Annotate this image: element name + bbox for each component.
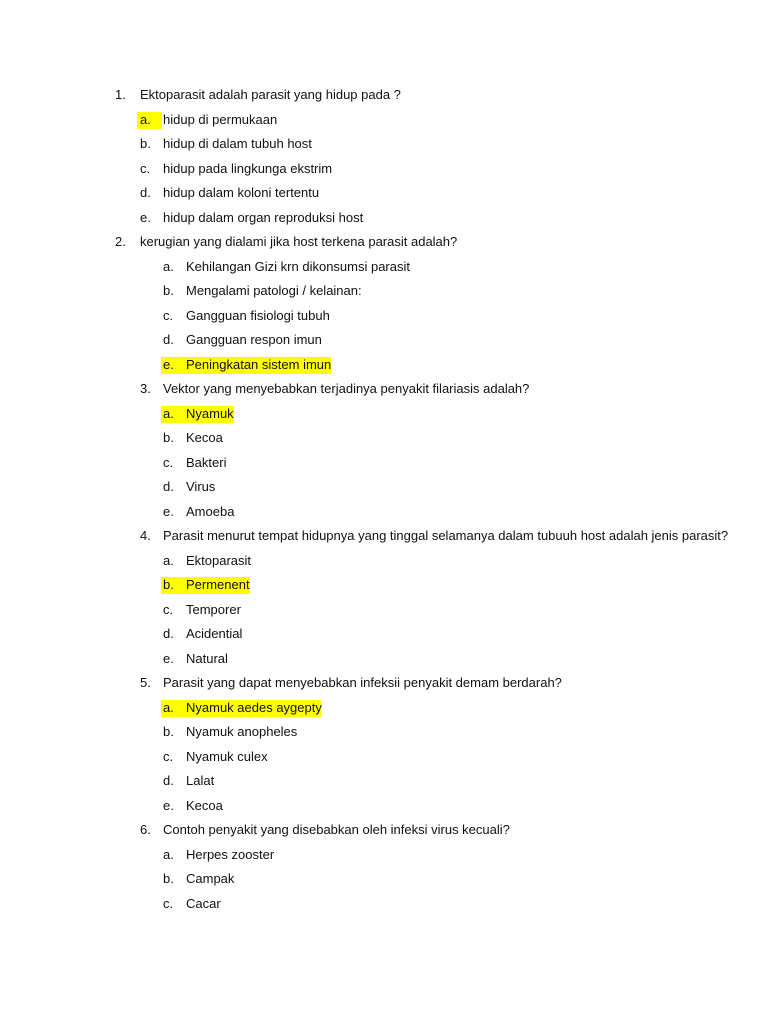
option-letter: d. — [140, 185, 151, 200]
option-text: hidup dalam koloni tertentu — [163, 185, 320, 200]
option-text: Acidential — [186, 626, 243, 641]
option-text: hidup dalam organ reproduksi host — [163, 210, 364, 225]
option-text: Amoeba — [186, 504, 235, 519]
option-text: Kehilangan Gizi krn dikonsumsi parasit — [186, 259, 410, 274]
option-text: Nyamuk anopheles — [186, 724, 298, 739]
question-text: Contoh penyakit yang disebabkan oleh infeksi virus kecuali? — [163, 822, 510, 837]
option-text: Cacar — [186, 896, 221, 911]
option-letter: a. — [163, 406, 174, 421]
option-text: Temporer — [186, 602, 241, 617]
option-letter: b. — [163, 283, 174, 298]
option-text: Gangguan respon imun — [186, 332, 322, 347]
option-text: Campak — [186, 871, 235, 886]
option-text: hidup di dalam tubuh host — [163, 136, 312, 151]
option-letter: b. — [163, 724, 174, 739]
option-letter: c. — [163, 749, 174, 764]
question-number: 4. — [140, 528, 151, 543]
option-text: Gangguan fisiologi tubuh — [186, 308, 330, 323]
question-number: 6. — [140, 822, 151, 837]
question-number: 2. — [115, 234, 126, 249]
option-text: Nyamuk aedes aygepty — [186, 700, 322, 715]
option-letter: b. — [163, 871, 174, 886]
option-letter: d. — [163, 626, 174, 641]
question-text: Parasit yang dapat menyebabkan infeksii penyakit demam berdarah? — [163, 675, 562, 690]
option-text: Herpes zooster — [186, 847, 275, 862]
question-text: kerugian yang dialami jika host terkena parasit adalah? — [140, 234, 458, 249]
option-text: Peningkatan sistem imun — [186, 357, 332, 372]
question-text: Parasit menurut tempat hidupnya yang tinggal selamanya dalam tubuuh host adalah jenis parasit? — [163, 528, 729, 543]
option-text: Nyamuk — [186, 406, 234, 421]
option-letter: a. — [140, 112, 151, 127]
option-letter: a. — [163, 700, 174, 715]
option-text: Bakteri — [186, 455, 227, 470]
option-text: Permenent — [186, 577, 250, 592]
option-letter: d. — [163, 479, 174, 494]
option-text: Mengalami patologi / kelainan: — [186, 283, 362, 298]
option-letter: b. — [140, 136, 151, 151]
option-letter: c. — [163, 455, 174, 470]
option-letter: b. — [163, 577, 174, 592]
option-letter: d. — [163, 773, 174, 788]
option-text: hidup pada lingkunga ekstrim — [163, 161, 333, 176]
option-letter: b. — [163, 430, 174, 445]
option-letter: c. — [140, 161, 151, 176]
option-letter: a. — [163, 847, 174, 862]
option-letter: d. — [163, 332, 174, 347]
question-number: 1. — [115, 87, 126, 102]
option-text: Ektoparasit — [186, 553, 252, 568]
option-letter: c. — [163, 308, 174, 323]
option-text: Kecoa — [186, 798, 223, 813]
option-letter: e. — [163, 504, 174, 519]
option-letter: a. — [163, 553, 174, 568]
option-text: hidup di permukaan — [163, 112, 278, 127]
question-number: 5. — [140, 675, 151, 690]
option-letter: a. — [163, 259, 174, 274]
option-letter: e. — [163, 357, 174, 372]
option-letter: e. — [163, 798, 174, 813]
option-text: Kecoa — [186, 430, 223, 445]
option-text: Natural — [186, 651, 228, 666]
option-text: Lalat — [186, 773, 215, 788]
question-number: 3. — [140, 381, 151, 396]
question-text: Vektor yang menyebabkan terjadinya penyakit filariasis adalah? — [163, 381, 530, 396]
option-text: Nyamuk culex — [186, 749, 268, 764]
option-letter: e. — [163, 651, 174, 666]
question-text: Ektoparasit adalah parasit yang hidup pada ? — [140, 87, 401, 102]
option-text: Virus — [186, 479, 216, 494]
option-letter: c. — [163, 602, 174, 617]
option-letter: e. — [140, 210, 151, 225]
option-letter: c. — [163, 896, 174, 911]
